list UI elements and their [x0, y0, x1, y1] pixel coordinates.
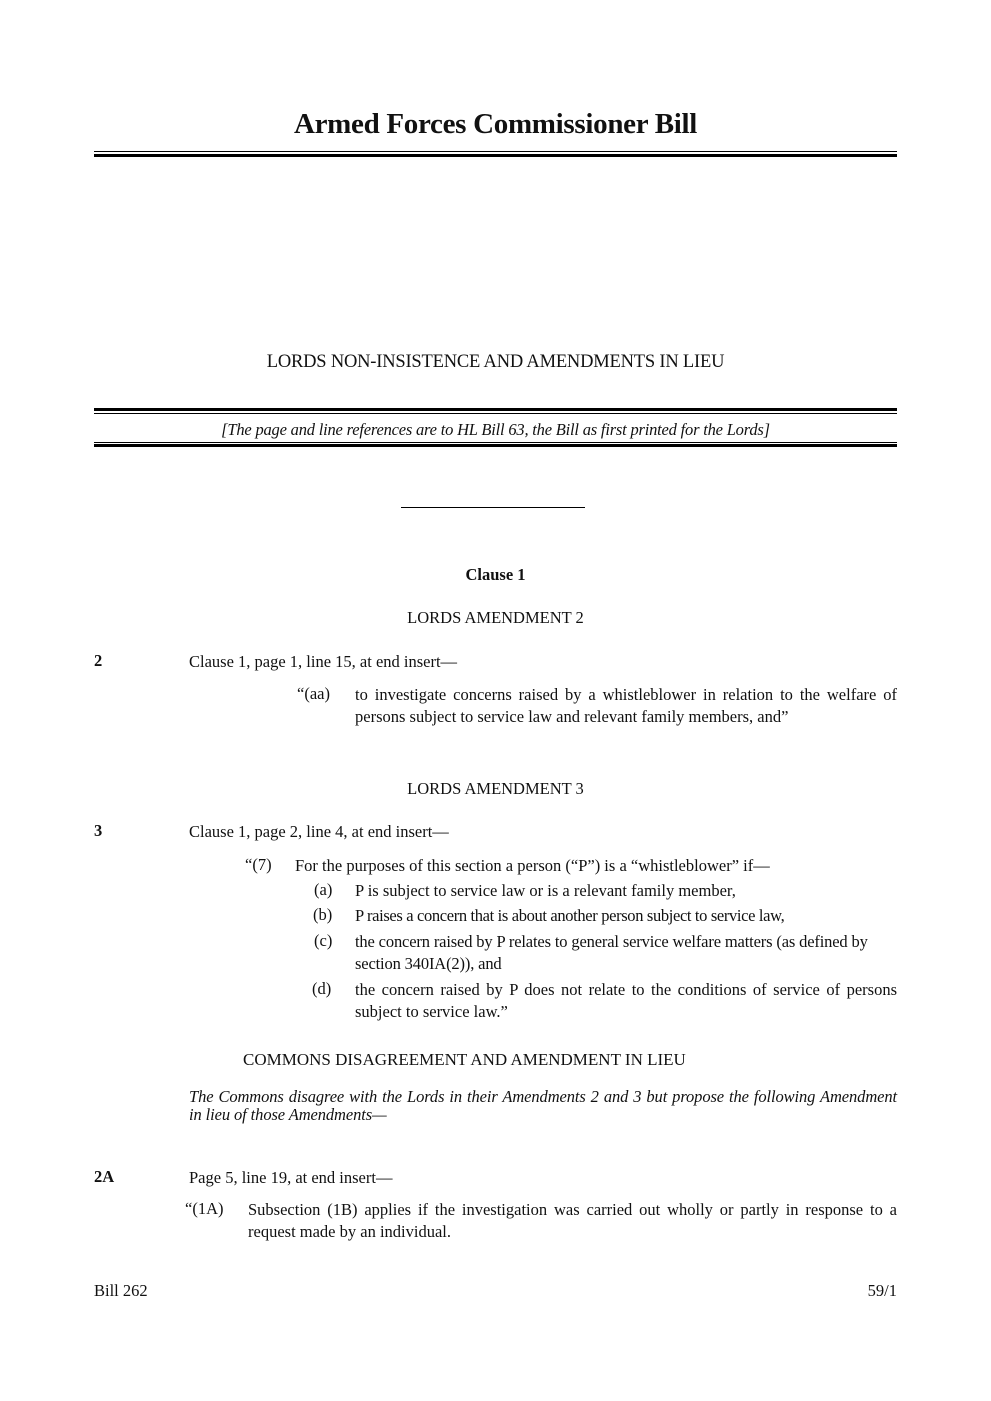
amendment-instruction: Page 5, line 19, at end insert—	[189, 1168, 393, 1187]
item-text: the concern raised by P relates to general service welfare matters (as defined by section 340IA(2)), and	[355, 932, 868, 973]
refnote-rule-top-thin	[94, 413, 897, 414]
item-label: (d)	[312, 979, 332, 998]
refnote-rule-top-thick	[94, 408, 897, 411]
item-label: (b)	[313, 905, 333, 924]
amendment-heading: LORDS AMENDMENT 2	[407, 608, 584, 627]
document-subtitle: LORDS NON-INSISTENCE AND AMENDMENTS IN LIEU	[266, 352, 725, 372]
amendment-heading: COMMONS DISAGREEMENT AND AMENDMENT IN LIEU	[243, 1050, 686, 1069]
amendment-number: 2A	[94, 1167, 115, 1186]
insert-label: “(7)	[245, 855, 272, 874]
item-label: (a)	[314, 880, 333, 899]
refnote-rule-bottom-thick	[94, 444, 897, 447]
insert-label: “(aa)	[297, 684, 330, 703]
amendment-number: 3	[94, 821, 103, 840]
insert-text: Subsection (1B) applies if the investigation was carried out wholly or partly in response to a request made by an individual.	[248, 1200, 897, 1241]
bill-number: Bill 262	[94, 1281, 148, 1300]
amendment-instruction: Clause 1, page 2, line 4, at end insert—	[189, 822, 449, 841]
refnote-rule-bottom-thin	[94, 442, 897, 443]
item-label: (c)	[314, 931, 333, 950]
insert-label: “(1A)	[185, 1199, 224, 1218]
bill-title: Armed Forces Commissioner Bill	[293, 108, 698, 140]
item-text: P raises a concern that is about another person subject to service law,	[355, 906, 785, 925]
clause-heading: Clause 1	[465, 565, 526, 584]
print-reference: 59/1	[867, 1281, 897, 1300]
item-text: the concern raised by P does not relate to the conditions of service of persons subject to service law.”	[355, 980, 897, 1021]
title-rule-thin	[94, 151, 897, 152]
item-text: P is subject to service law or is a relevant family member,	[355, 881, 736, 900]
title-rule-thick	[94, 154, 897, 157]
section-separator	[401, 507, 585, 508]
reference-note: [The page and line references are to HL Bill 63, the Bill as first printed for the Lords]	[221, 420, 770, 439]
commons-motion: The Commons disagree with the Lords in their Amendments 2 and 3 but propose the following Amendment in lieu of those Amendments—	[189, 1087, 897, 1124]
amendment-number: 2	[94, 651, 103, 670]
amendment-instruction: Clause 1, page 1, line 15, at end insert—	[189, 652, 458, 671]
insert-text: For the purposes of this section a person (“P”) is a “whistleblower” if—	[295, 856, 770, 875]
insert-text: to investigate concerns raised by a whistleblower in relation to the welfare of persons subject to service law and relevant family members, and”	[355, 685, 897, 726]
amendment-heading: LORDS AMENDMENT 3	[407, 779, 584, 798]
